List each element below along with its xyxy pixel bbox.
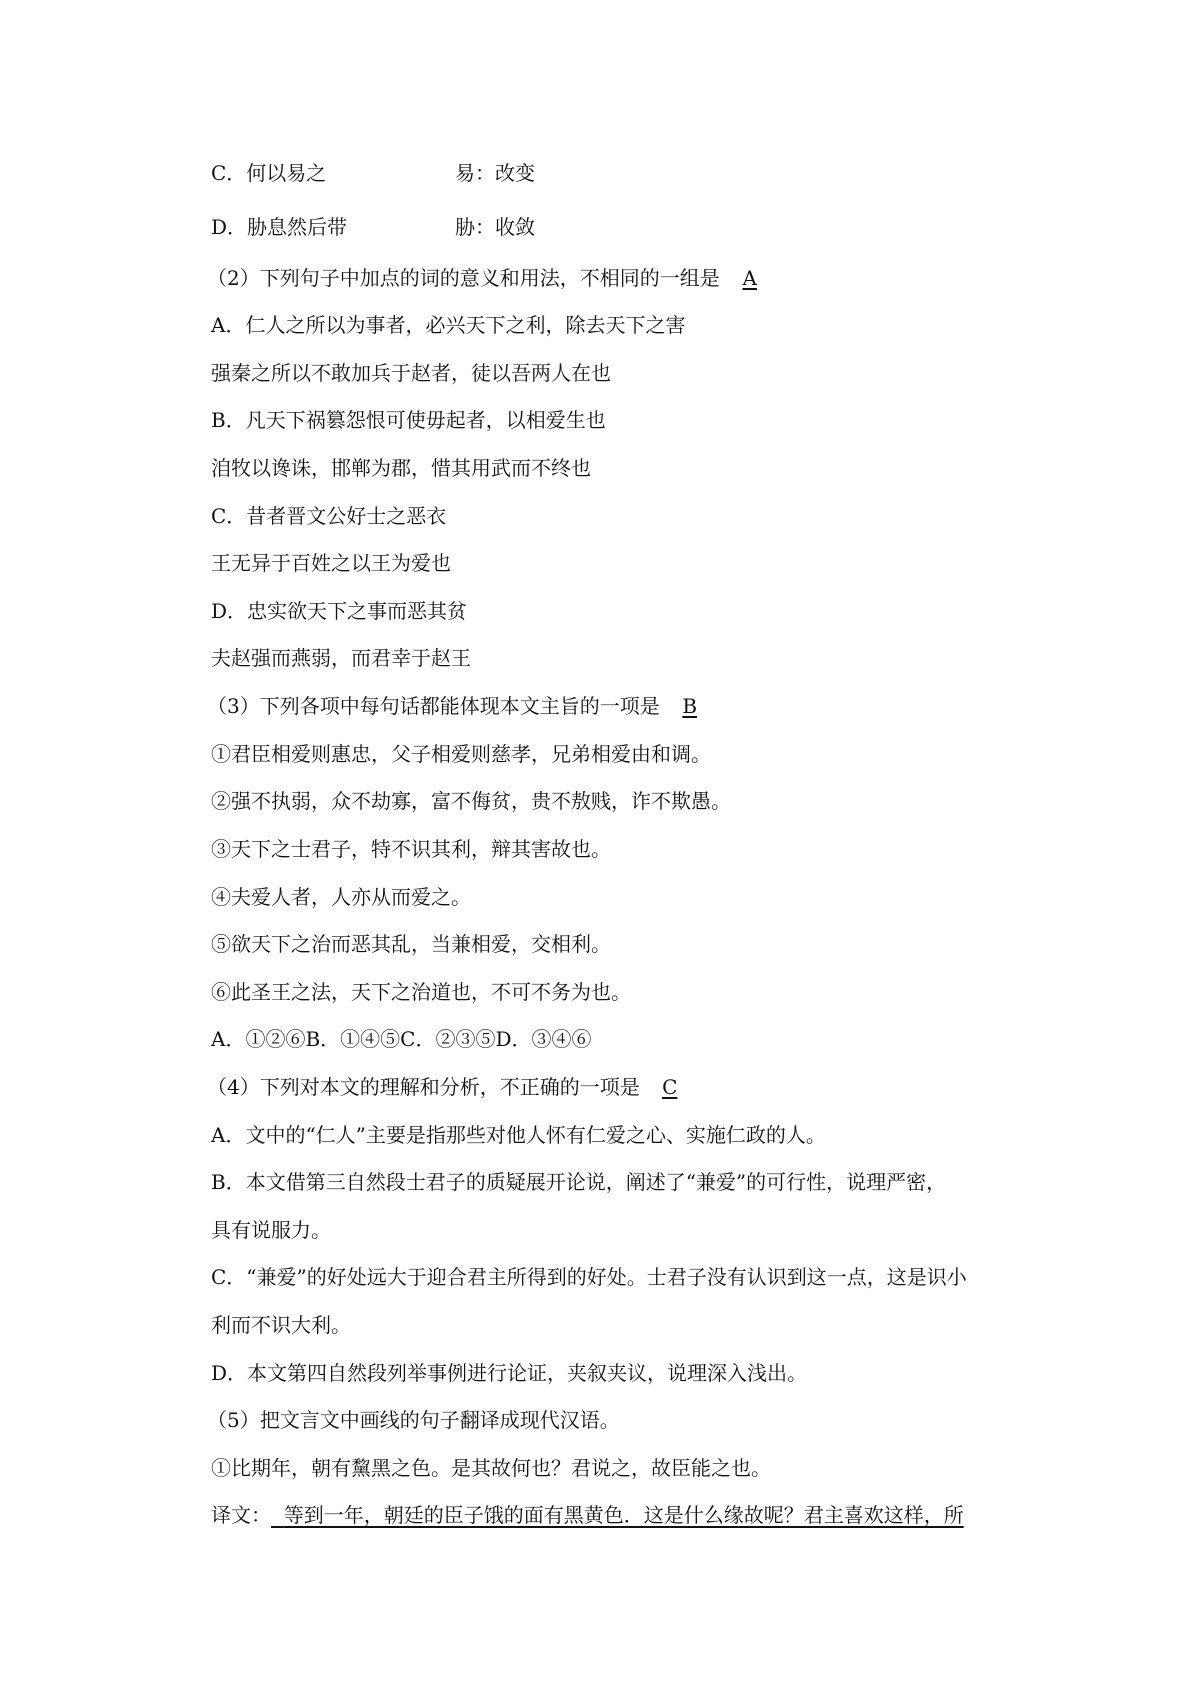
option-term: C．何以易之 [211, 161, 327, 185]
q3-line-1: ①君臣相爱则惠忠，父子相爱则慈孝，兄弟相爱由和调。 [211, 742, 711, 766]
q4-line-3: 具有说服力。 [211, 1218, 331, 1242]
translation-label: 译文： [211, 1503, 271, 1527]
question-stem-text: （4）下列对本文的理解和分析，不正确的一项是 [207, 1075, 640, 1099]
q3-line-6: ⑥此圣王之法，天下之治道也，不可不务为也。 [211, 980, 631, 1004]
q3-choices: A．①②⑥B．①④⑤C．②③⑤D．③④⑥ [211, 1027, 592, 1051]
q3-line-2: ②强不执弱，众不劫寡，富不侮贫，贵不敖贱，诈不欺愚。 [211, 789, 731, 813]
question-5-stem: （5）把文言文中画线的句子翻译成现代汉语。 [207, 1408, 620, 1432]
answer-blank: A [742, 266, 757, 290]
q4-line-2: B．本文借第三自然段士君子的质疑展开论说，阐述了“兼爱”的可行性，说理严密， [211, 1170, 947, 1194]
question-stem-text: （3）下列各项中每句话都能体现本文主旨的一项是 [207, 694, 660, 718]
q2-line-2: 强秦之所以不敢加兵于赵者，徒以吾两人在也 [211, 361, 611, 385]
q3-line-4: ④夫爱人者，人亦从而爱之。 [211, 885, 471, 909]
q2-line-5: C．昔者晋文公好士之恶衣 [211, 504, 447, 528]
q3-line-3: ③天下之士君子，特不识其利，辩其害故也。 [211, 837, 611, 861]
option-gloss: 易：改变 [455, 161, 535, 185]
q2-line-6: 王无异于百姓之以王为爱也 [211, 551, 451, 575]
answer-blank: C [662, 1075, 678, 1099]
question-2-stem [207, 265, 780, 291]
question-3-stem [207, 693, 720, 719]
q4-line-5: 利而不识大利。 [211, 1313, 351, 1337]
option-term: D．胁息然后带 [211, 215, 348, 239]
q4-line-6: D．本文第四自然段列举事例进行论证，夹叙夹议，说理深入浅出。 [211, 1361, 808, 1385]
q2-line-4: 洎牧以谗诛，邯郸为郡，惜其用武而不终也 [211, 456, 591, 480]
translation-text [271, 1503, 964, 1527]
q2-line-3: B．凡天下祸篡怨恨可使毋起者，以相爱生也 [211, 408, 606, 432]
q2-line-1: A．仁人之所以为事者，必兴天下之利，除去天下之害 [211, 313, 686, 337]
q2-line-8: 夫赵强而燕弱，而君幸于赵王 [211, 646, 471, 670]
answer-blank: B [682, 694, 698, 718]
q4-line-4: C．“兼爱”的好处远大于迎合君主所得到的好处。士君子没有认识到这一点，这是识小 [211, 1265, 967, 1289]
q2-line-7: D．忠实欲天下之事而恶其贫 [211, 599, 468, 623]
translation-answer: 等到一年，朝廷的臣子饿的面有黑黄色．这是什么缘故呢？君主喜欢这样，所 [283, 1503, 964, 1527]
option-gloss: 胁：收敛 [455, 215, 535, 239]
question-4-stem [207, 1074, 700, 1100]
q3-line-5: ⑤欲天下之治而恶其乱，当兼相爱，交相利。 [211, 932, 611, 956]
q4-line-1: A．文中的“仁人”主要是指那些对他人怀有仁爱之心、实施仁政的人。 [211, 1123, 826, 1147]
q5-translation [211, 1502, 964, 1528]
question-stem-text: （2）下列句子中加点的词的意义和用法，不相同的一组是 [207, 266, 720, 290]
q5-sentence: ①比期年，朝有黧黑之色。是其故何也？君说之，故臣能之也。 [211, 1456, 771, 1480]
